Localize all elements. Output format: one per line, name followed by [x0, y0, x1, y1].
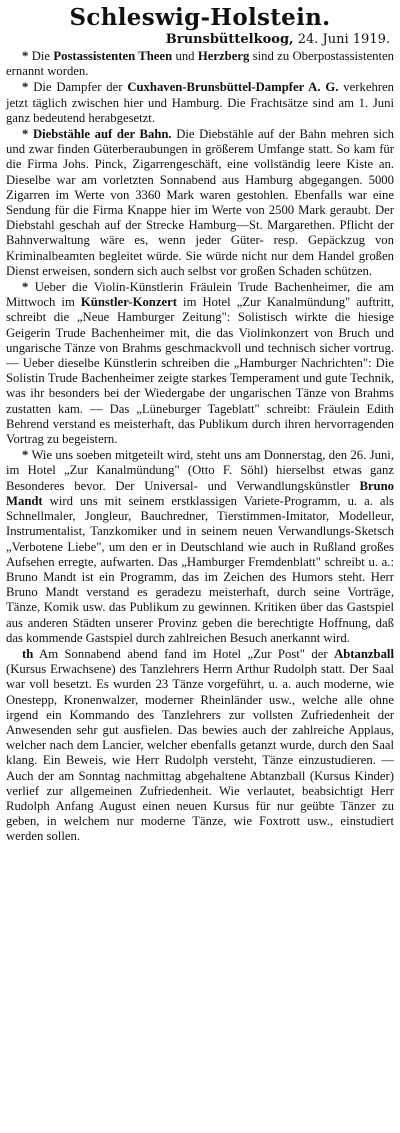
news-item-steamer-service [6, 80, 394, 126]
emphasized-text: Diebstähle auf der Bahn. [32, 127, 172, 142]
news-item-variety-show [6, 448, 394, 646]
news-item-dance-ball [6, 647, 394, 845]
body-text: verkehren jetzt täglich zwischen hier und Hamburg. Die Frachtsätze sind am 1. Juni ganz bedeutend herabgesetzt. [6, 80, 394, 125]
body-text: (Kursus Erwachsene) des Tanzlehrers Herrn Arthur Rudolph statt. Der Saal war voll besetzt. Es wurden 23 Tänze vorgeführt, u. a. auch moderne, wie Onestepp, Kronenwalzer, moderner Rheinländer usw., welche alle ohne irgend ein Kommando des Tanzlehrers zur vollsten Zufriedenheit der Anwesenden sehr gut ausfielen. Das bewies auch der zahlreiche Applaus, welcher nach dem Lancier, welcher ebenfalls getanzt wurde, durch den Saal klang. Ein Beweis, wie Herr Rudolph versteht, Tänze einzustudieren. — Auch der am Sonntag nachmittag abgehaltene Abtanzball (Kursus Kinder) verlief zur allgemeinen Zufriedenheit. Wie verlautet, beabsichtigt Herr Rudolph Anfang August einen neuen Kursus für nur geübte Tänzer zu geben, in welchem nur moderne Tänze, wie Foxtrott usw., einstudiert werden sollen. [6, 662, 394, 844]
dateline-place: Brunsbüttelkoog, [165, 32, 294, 47]
body-text: im Hotel „Zur Kanalmündung" auftritt, schreibt die „Neue Hamburger Zeitung": Solistisch wirkte die hiesige Geigerin Trude Bachenheimer mit, die das Violinkonzert von Bruch und ungarische Tänze von Brahms geschmackvoll und technisch sicher vortrug. — Ueber dieselbe Künstlerin schreiben die „Hamburger Nachrichten": Die Solistin Trude Bachenheimer zeigte starkes Temperament und gute Technik, was ihr besonders bei der Wiedergabe der ungarischen Tänze von Brahms zustatten kam. — Das „Lüneburger Tageblatt" schreibt: Fräulein Edith Behrend verstand es meisterhaft, das Publikum durch ihren hervorragenden Vortrag zu begeistern. [6, 295, 394, 447]
news-item-postal-promotion [6, 49, 394, 79]
body-text: sind zu Oberpostassistenten ernannt worden. [6, 49, 394, 79]
item-lead-mark: * [22, 448, 29, 463]
body-text: wird uns mit seinem erstklassigen Variete-Programm, u. a. als Schnellmaler, Jongleur, Bauchredner, Tierstimmen-Imitator, Modelleur, Instrumentalist, Tanzkomiker und in seinem neuen Verwandlungs-Sketsch „Verbotene Liebe", um den er in Deutschland wie auch in Rußland großes Aufsehen erregte, aufwarten. Das „Hamburger Fremdenblatt" schreibt u. a.: Bruno Mandt ist ein Programm, das im Zeichen des Humors steht. Herr Bruno Mandt verstand es geradezu meisterhaft, durch seine Vorträge, Tänze, Komik usw. das Publikum zu gewinnen. Kritiken über das Gastspiel aus anderen Städten unserer Provinz geben die berechtigte Hoffnung, daß das kommende Gastspiel durch zahlreichen Besuch anerkannt wird. [6, 493, 394, 645]
body-text: Ueber die Violin-Künstlerin Fräulein Trude Bachenheimer, die am Mittwoch im [6, 280, 394, 310]
emphasized-text: Abtanzball [334, 646, 394, 661]
body-text: Die [28, 49, 54, 63]
emphasized-text: Künstler-Konzert [80, 295, 177, 310]
section-headline: Schleswig-Holstein. [69, 4, 331, 31]
news-item-rail-thefts [6, 127, 394, 279]
emphasized-text: Bruno Mandt [6, 478, 394, 508]
emphasized-text: Postassistenten Theen [53, 49, 173, 63]
body-text: Die Dampfer der [28, 80, 128, 95]
dateline-date: 24. Juni 1919. [297, 32, 390, 47]
body-text: Am Sonnabend abend fand im Hotel „Zur Post" der [33, 646, 335, 661]
dateline [6, 32, 390, 48]
body-text: und [172, 49, 198, 63]
body-text: Die Diebstähle auf der Bahn mehren sich und zwar finden Güterberaubungen in größerem Umfange statt. So kam für die Firma Johs. Pinck, Zigarrengeschäft, eine vollständig leere Kiste an. Dieselbe war am vorletzten Sonnabend aus Hamburg abgegangen. 5000 Zigarren im Werte von 3360 Mark waren gestohlen. Ebenfalls war eine Sendung für die Firma Knappe hier im Werte von 2500 Mark geraubt. Der Diebstahl geschah auf der Strecke Hamburg—St. Margarethen. Pflicht der Bahnverwaltung wäre es, wenn jeder Güter- resp. Gepäckzug von Kriminalbeamten begleitet würde. Sie würde nicht nur dem Handel großen Dienst erweisen, sondern sich auch selbst vor großen Schaden schützen. [6, 127, 394, 278]
body-text: Wie uns soeben mitgeteilt wird, steht uns am Donnerstag, den 26. Juni, im Hotel „Zur Kanalmündung" (Otto F. Söhl) hierselbst etwas ganz Besonderes bevor. Der Universal- und Verwandlungskünstler [6, 448, 394, 493]
item-lead-mark: * [22, 280, 29, 295]
item-lead-mark: th [22, 646, 34, 661]
item-lead-mark: * [22, 80, 29, 95]
emphasized-text: Cuxhaven-Brunsbüttel-Dampfer A. G. [127, 80, 339, 95]
news-item-violin-concert [6, 280, 394, 447]
article-body [6, 49, 394, 845]
item-lead-mark: * [22, 49, 29, 63]
item-lead-mark: * [22, 127, 29, 142]
emphasized-text: Herzberg [197, 49, 250, 63]
